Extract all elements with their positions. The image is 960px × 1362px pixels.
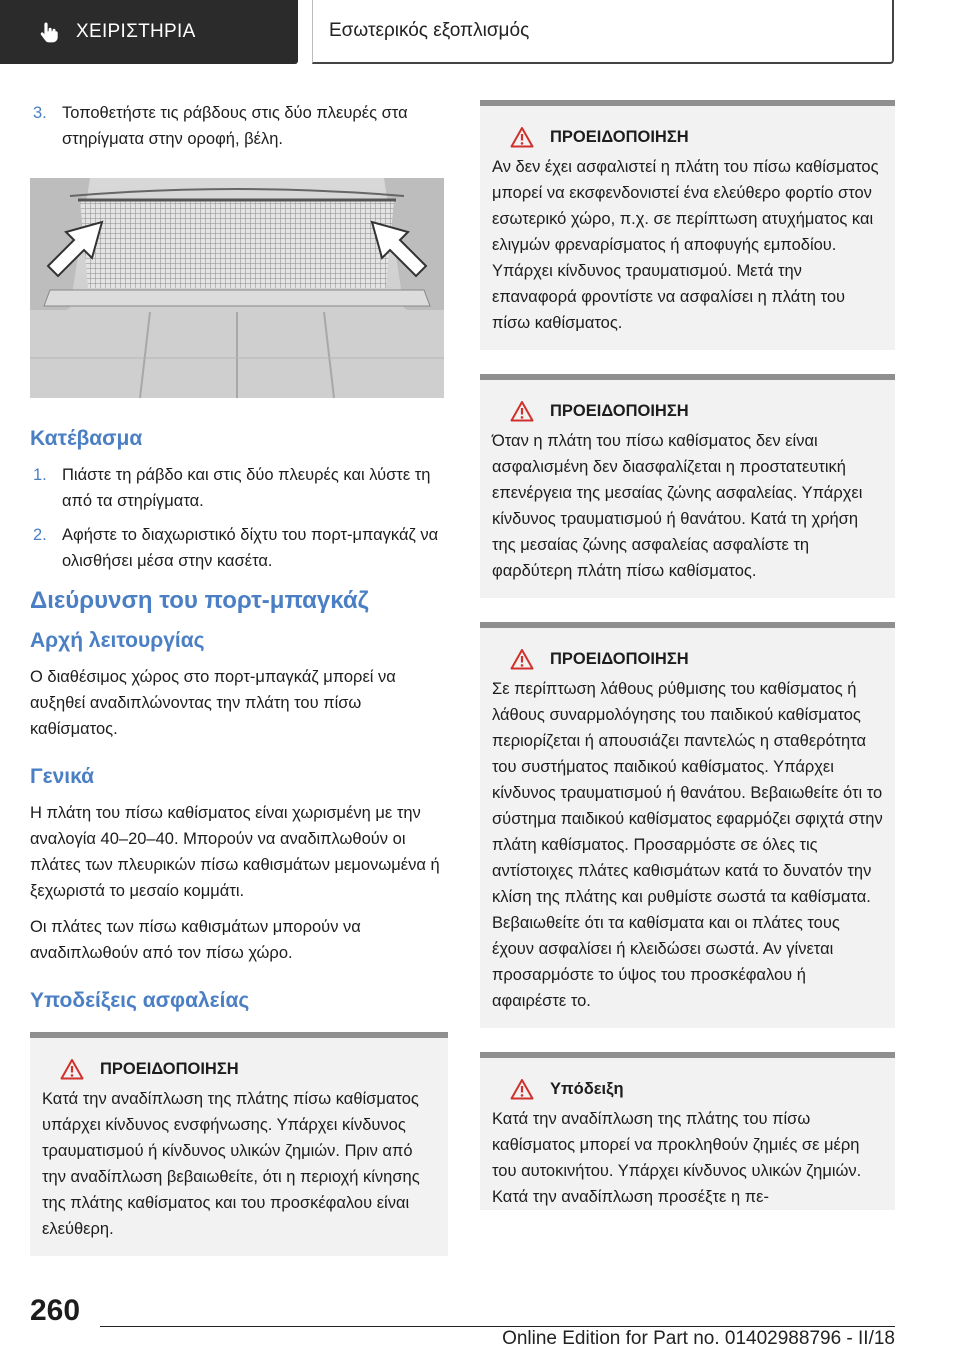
warning-triangle-icon — [60, 1058, 84, 1080]
warning-triangle-icon — [510, 400, 534, 422]
warning-header — [510, 398, 883, 424]
note-header — [510, 1076, 883, 1102]
warning-box-2 — [480, 100, 895, 350]
manual-tab-label: ΧΕΙΡΙΣΤΗΡΙΑ — [76, 21, 196, 42]
manual-tab[interactable] — [0, 0, 298, 64]
step-number: 3. — [33, 104, 47, 122]
warning-title: ΠΡΟΕΙΔΟΠΟΙΗΣΗ — [550, 650, 689, 668]
note-title: Υπόδειξη — [550, 1080, 624, 1098]
warning-title: ΠΡΟΕΙΔΟΠΟΙΗΣΗ — [550, 402, 689, 420]
step-number: 2. — [33, 526, 47, 544]
section-tab-label: Εσωτερικός εξοπλισμός — [329, 20, 530, 41]
page-number: 260 — [30, 1294, 81, 1327]
warning-triangle-icon — [510, 648, 534, 670]
warning-triangle-icon — [510, 1078, 534, 1100]
step-number: 1. — [33, 466, 47, 484]
warning-header — [60, 1056, 436, 1082]
note-text: Κατά την αναδίπλωση της πλάτης του πίσω καθίσματος μπορεί να προκληθούν ζημιές σε μέρη του αυτοκινήτου. Υπάρχει κίνδυνος υλικών ζημιών. Κατά την αναδίπλωση προσέξτε η πε- — [492, 1110, 862, 1206]
right-column — [480, 100, 895, 1210]
heading-arxi: Αρχή λειτουργίας — [30, 629, 205, 652]
warning-box-4 — [480, 622, 895, 1028]
warning-title: ΠΡΟΕΙΔΟΠΟΙΗΣΗ — [550, 128, 689, 146]
step-text: Τοποθετήστε τις ράβδους στις δύο πλευρές στα στηρίγματα στην οροφή, βέλη. — [62, 104, 408, 148]
section-tab[interactable] — [312, 0, 894, 64]
warning-header — [510, 124, 883, 150]
warning-box-1 — [30, 1032, 448, 1256]
step-3 — [30, 100, 448, 152]
step-text: Αφήστε το διαχωριστικό δίχτυ του πορτ-μπαγκάζ να ολισθήσει μέσα στην κασέτα. — [62, 526, 439, 570]
warning-text: Αν δεν έχει ασφαλιστεί η πλάτη του πίσω καθίσματος μπορεί να εκσφενδονιστεί ένα ελεύθερο φορτίο στον εσωτερικό χώρο, π.χ. σε περίπτωση ατυχήματος και ελιγμών φρεναρίσματος ή αποφυγής εμποδίου. Υπάρχει κίνδυνος τραυματισμού. Μετά την επαναφορά φροντίστε να ασφαλίσει η πλάτη του πίσω καθίσματος. — [492, 158, 879, 332]
heading-dieurynsi: Διεύρυνση του πορτ-μπαγκάζ — [30, 587, 369, 614]
warning-header — [510, 646, 883, 672]
genika-paragraph-2: Οι πλάτες των πίσω καθισμάτων μπορούν να αναδιπλωθούν από τον πίσω χώρο. — [30, 918, 361, 962]
warning-box-3 — [480, 374, 895, 598]
step-text: Πιάστε τη ράβδο και στις δύο πλευρές και λύστε τη από τα στηρίγματα. — [62, 466, 431, 510]
warning-text: Κατά την αναδίπλωση της πλάτης πίσω καθίσματος υπάρχει κίνδυνος ενσφήνωσης. Υπάρχει κίνδυνος τραυματισμού ή κίνδυνος υλικών ζημιών. Πριν από την αναδίπλωση βεβαιωθείτε, ότι η περιοχή κίνησης της πλάτης καθίσματος και του προσκέφαλου είναι ελεύθερη. — [42, 1090, 420, 1238]
footer-edition: Online Edition for Part no. 01402988796 - II/18 — [502, 1328, 895, 1349]
step-2 — [30, 522, 448, 574]
heading-genika: Γενικά — [30, 765, 95, 788]
warning-triangle-icon — [510, 126, 534, 148]
step-1 — [30, 462, 448, 514]
warning-title: ΠΡΟΕΙΔΟΠΟΙΗΣΗ — [100, 1060, 239, 1078]
heading-ypodeixeis: Υποδείξεις ασφαλείας — [30, 989, 250, 1012]
warning-text: Όταν η πλάτη του πίσω καθίσματος δεν είναι ασφαλισμένη δεν διασφαλίζεται η προστατευτική επενέργεια της μεσαίας ζώνης ασφαλείας. Υπάρχει κίνδυνος τραυματισμού ή θανάτου. Κατά τη χρήση της μεσαίας ζώνης ασφαλείας ασφαλίστε τη φαρδύτερη πλάτη πίσω καθίσματος. — [492, 432, 863, 580]
left-column — [30, 100, 448, 1280]
heading-katevasma: Κατέβασμα — [30, 427, 143, 450]
arxi-paragraph: Ο διαθέσιμος χώρος στο πορτ-μπαγκάζ μπορεί να αυξηθεί αναδιπλώνοντας την πλάτη του πίσω καθίσματος. — [30, 668, 396, 738]
genika-paragraph-1: Η πλάτη του πίσω καθίσματος είναι χωρισμένη με την αναλογία 40–20–40. Μπορούν να αναδιπλωθούν οι πλάτες των πλευρικών πίσω καθισμάτων μεμονωμένα ή ξεχωριστά το μεσαίο κομμάτι. — [30, 804, 440, 900]
footer-divider — [100, 1326, 895, 1327]
cargo-net-photo — [30, 178, 444, 398]
page-header — [0, 0, 960, 66]
warning-text: Σε περίπτωση λάθους ρύθμισης του καθίσματος ή λάθους συναρμολόγησης του παιδικού καθίσματος περιορίζεται ή απουσιάζει παντελώς η σταθερότητα του συστήματος παιδικού καθίσματος. Υπάρχει κίνδυνος τραυματισμού ή θανάτου. Βεβαιωθείτε ότι το σύστημα παιδικού καθίσματος εφαρμόζει σφιχτά στην πλάτη καθίσματος. Προσαρμόστε σε όλες τις αντίστοιχες πλάτες καθισμάτων κατά το δυνατόν την κλίση της πλάτης και ρυθμίστε σωστά τα καθίσματα. Βεβαιωθείτε ότι τα καθίσματα και οι πλάτες τους έχουν ασφαλίσει ή κλειδώσει σωστά. Αν γίνεται προσαρμόστε το ύψος του προσκέφαλου ή αφαιρέστε το. — [492, 680, 883, 1010]
hand-pointer-icon — [38, 20, 62, 44]
note-box — [480, 1052, 895, 1210]
